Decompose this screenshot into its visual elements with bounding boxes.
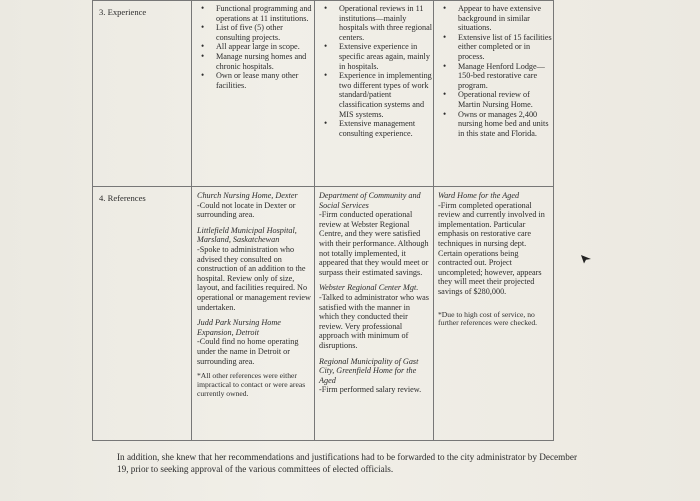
reference-body: -Firm performed salary review. [319, 385, 422, 395]
list-item: • Manage Henford Lodge—150-bed restorative care program. [458, 62, 553, 91]
list-item: • Operational review of Martin Nursing Home. [458, 90, 553, 109]
reference-title: Department of Community and Social Services [319, 191, 421, 210]
reference-note: *All other references were either impractical to contact or were areas currently owned. [197, 371, 306, 398]
list-item: • Own or lease many other facilities. [216, 71, 314, 90]
list-item: • Experience in implementing two different types of work standard/patient classification systems and MIS systems. [339, 71, 433, 119]
reference-title: Littlefield Municipal Hospital, Marsland, Saskatchewan [197, 225, 297, 245]
list-item: • Functional programming and operations at 11 institutions. [216, 4, 314, 23]
reference-body: -Firm conducted operational review at Webster Regional Centre, and they were satisfied with their performance. Although not totally implemented, it appeared that they would meet or surpass their estimated savings. [319, 210, 429, 277]
row-label-references: 4. References [93, 187, 192, 441]
list-item: • Extensive list of 15 facilities either completed or in process. [458, 33, 553, 62]
list-item: • Extensive experience in specific areas again, mainly in hospitals. [339, 42, 433, 71]
list-item: • Extensive management consulting experience. [339, 119, 433, 138]
list-item: • Manage nursing homes and chronic hospitals. [216, 52, 314, 71]
reference-entry [197, 318, 311, 366]
reference-entry [319, 357, 430, 395]
list-item: • List of five (5) other consulting projects. [216, 23, 314, 42]
experience-cell-1 [192, 1, 315, 187]
experience-cell-3 [434, 1, 554, 187]
reference-body: -Firm completed operational review and currently involved in implementation. Particular emphasis on restorative care techniques in nursing dept. Certain operations being contracted out. Project uncompleted; however, appears they will meet their projected savings of $280,000. [438, 200, 545, 296]
reference-entry [319, 283, 430, 350]
reference-body: -Could find no home operating under the name in Detroit or surrounding area. [197, 337, 299, 366]
row-label-experience: 3. Experience [93, 1, 192, 187]
reference-body: -Could not locate in Dexter or surrounding area. [197, 200, 296, 220]
reference-title: Church Nursing Home, Dexter [197, 191, 298, 200]
reference-note: *Due to high cost of service, no further references were checked. [438, 309, 538, 328]
reference-entry [197, 226, 311, 312]
reference-body: -Talked to administrator who was satisfied with the manner in which they conducted their review. Very professional approach with minimum of disruptions. [319, 292, 429, 350]
reference-title: Webster Regional Center Mgt. [319, 283, 419, 293]
reference-entry [438, 191, 550, 297]
experience-cell-2 [315, 1, 434, 187]
references-cell-3 [434, 187, 554, 441]
reference-body: -Spoke to administration who advised they consulted on construction of an addition to the hospital. Review only of size, layout, and facilities required. No operational or management review undertaken. [197, 244, 311, 312]
list-item: • Appear to have extensive background in similar situations. [458, 4, 553, 33]
arrow-pointer-icon [580, 254, 592, 264]
table-row [93, 187, 554, 441]
references-cell-1 [192, 187, 315, 441]
evaluation-table [92, 0, 554, 441]
reference-title: Ward Home for the Aged [438, 191, 520, 200]
references-cell-2 [315, 187, 434, 441]
list-item: • Operational reviews in 11 institutions—mainly hospitals with three regional centers. [339, 4, 433, 42]
reference-title: Regional Municipality of Gast City, Greenfield Home for the Aged [319, 356, 419, 385]
list-item: • All appear large in scope. [216, 42, 314, 52]
reference-entry [197, 191, 311, 220]
footer-paragraph: In addition, she knew that her recommendations and justifications had to be forwarded to the city administrator by December 19, prior to seeking approval of the various committees of elected officials. [117, 452, 578, 474]
list-item: • Owns or manages 2,400 nursing home bed and units in this state and Florida. [458, 110, 553, 139]
table-row [93, 1, 554, 187]
reference-title: Judd Park Nursing Home Expansion, Detroit [197, 318, 281, 337]
reference-entry [319, 191, 430, 277]
